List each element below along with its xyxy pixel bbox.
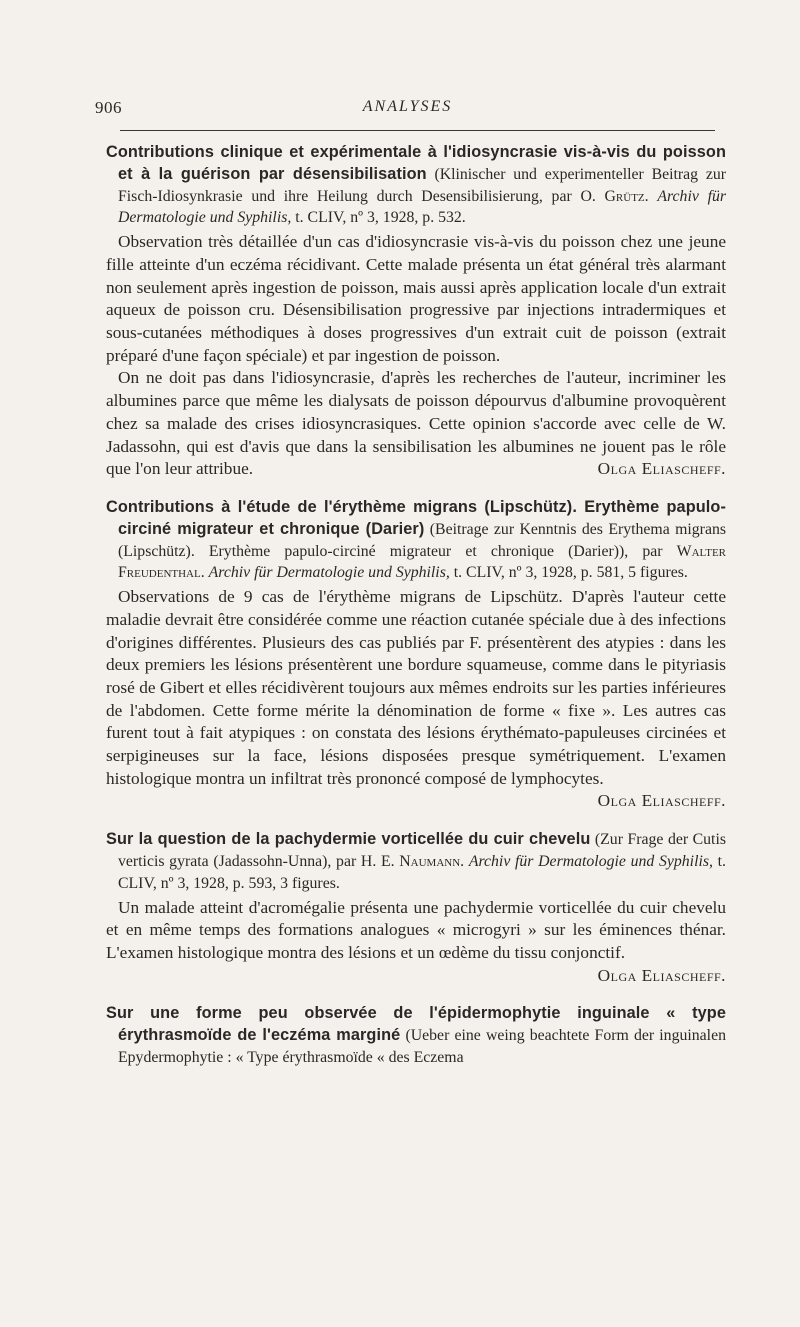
article-2-signature: Olga Eliascheff.: [597, 791, 726, 811]
article-1: [106, 142, 726, 481]
article-1-title: Contributions clinique et expérimentale à l'idiosyncrasie vis-à-vis du poisson et à la guérison par désensibilisation: [106, 143, 726, 183]
article-3-ref-mid: .: [460, 852, 469, 870]
article-1-ref-pre: (Klinischer und experimenteller Beitrag zur Fisch-Idiosynkrasie und ihre Heilung durch Desensibilisierung, par: [118, 165, 726, 205]
article-3-signature: Olga Eliascheff.: [597, 965, 726, 985]
article-1-ref-post: t. CLIV, nº 3, 1928, p. 532.: [291, 209, 466, 227]
article-3-ref-author: H. E. Naumann: [360, 852, 461, 870]
article-2-paragraph-1: [106, 586, 726, 811]
article-2-ref-mid: .: [200, 564, 209, 582]
article-2-ref-pre: (Beitrage zur Kenntnis des Erythema migrans (Lipschütz). Erythème papulo-circiné migrateur et chronique (Darier)), par: [118, 520, 726, 560]
article-2-ref-journal: Archiv für Dermatologie und Syphilis,: [208, 564, 450, 582]
article-3-ref-pre: (Zur Frage der Cutis verticis gyrata (Jadassohn-Unna), par: [118, 831, 726, 870]
article-3-heading: [106, 829, 726, 894]
article-3-ref-journal: Archiv für Dermatologie und Syphilis,: [468, 852, 713, 870]
article-3-paragraph-1: [106, 897, 726, 985]
article-2: [106, 497, 726, 813]
article-1-signature: Olga Eliascheff.: [597, 459, 726, 479]
article-4: [106, 1003, 726, 1068]
page-number: 906: [95, 98, 122, 117]
header-rule: [120, 130, 715, 131]
article-2-paragraph-1-text: Observations de 9 cas de l'érythème migrans de Lipschütz. D'après l'auteur cette maladie devrait être considérée comme une réaction cutanée spéciale due à des infections d'origines différentes. Plusieurs des cas publiés par F. présentèrent des atypies : dans les deux premiers les lésions présentèrent une bordure squameuse, comme dans le pityriasis rosé de Gibert et elles récidivèrent toujours aux mêmes endroits sur les parties inférieures de l'abdomen. Cette forme mérite la dénomination de forme « fixe ». Les autres cas furent tout à fait atypiques : on constata des lésions érythémato-papuleuses circinées et serpigineuses sur la face, lésions disposées presque symétriquement. L'examen histologique montra un infiltrat très prononcé composé de lymphocytes.: [106, 587, 726, 788]
article-2-ref-author: Walter Freudenthal: [118, 542, 726, 582]
article-1-ref-journal: Archiv für Dermatologie und Syphilis,: [118, 187, 727, 227]
article-3-ref-post: t. CLIV, nº 3, 1928, p. 593, 3 figures.: [118, 852, 726, 892]
article-2-text: [106, 586, 726, 813]
article-2-title: Contributions à l'étude de l'érythème migrans (Lipschütz). Erythème papulo-circiné migrateur et chronique (Darier): [106, 497, 726, 538]
running-title: ANALYSES: [362, 98, 453, 115]
article-4-ref-pre: (Ueber eine weing beachtete Form der inguinalen Epydermophytie : « Type érythrasmoïde « des Eczema: [118, 1027, 726, 1066]
article-3-text: [106, 897, 726, 988]
article-1-text: [106, 231, 726, 481]
article-1-paragraph-1: Observation très détaillée d'un cas d'idiosyncrasie vis-à-vis du poisson chez une jeune fille atteinte d'un eczéma récidivant. Cette malade présenta un état général très alarmant non seulement après ingestion de poisson, mais aussi après application locale d'un extrait aqueux de poisson cru. Désensibilisation progressive par injections intradermiques et sous-cutanées méthodiques à doses progressives d'un extrait cuit de poisson (extrait préparé d'une façon spéciale) et par ingestion de poisson.: [106, 232, 726, 365]
article-4-title: Sur une forme peu observée de l'épidermophytie inguinale « type érythrasmoïde de l'eczéma marginé: [106, 1004, 726, 1045]
article-3-paragraph-1-text: Un malade atteint d'acromégalie présenta une pachydermie vorticellée du cuir chevelu et en même temps des formations analogues « microgyri » sur les éminences thénar. L'examen histologique montra des lésions et un œdème du tissu conjonctif.: [106, 897, 726, 962]
article-1-paragraph-2-text: On ne doit pas dans l'idiosyncrasie, d'après les recherches de l'auteur, incriminer les albumines parce que même les dialysats de poisson dépourvus d'albumine provoquèrent chez sa malade des crises idiosyncrasiques. Cette opinion s'accorde avec celle de W. Jadassohn, qui est d'avis que dans la sensibilisation les albumines ne jouent pas le rôle que l'on leur attribue.: [106, 368, 726, 479]
article-2-ref-post: t. CLIV, nº 3, 1928, p. 581, 5 figures.: [449, 564, 688, 582]
article-1-paragraph-2: [106, 367, 726, 481]
article-4-heading: [106, 1003, 726, 1068]
page-body: [106, 142, 726, 1085]
article-1-heading: [106, 142, 726, 229]
article-1-ref-mid: .: [644, 187, 658, 205]
article-2-heading: [106, 497, 726, 584]
article-3: [106, 829, 726, 987]
article-3-title: Sur la question de la pachydermie vorticellée du cuir chevelu: [106, 830, 591, 849]
article-1-ref-author: O. Grütz: [580, 187, 645, 205]
page-header: [95, 98, 720, 122]
